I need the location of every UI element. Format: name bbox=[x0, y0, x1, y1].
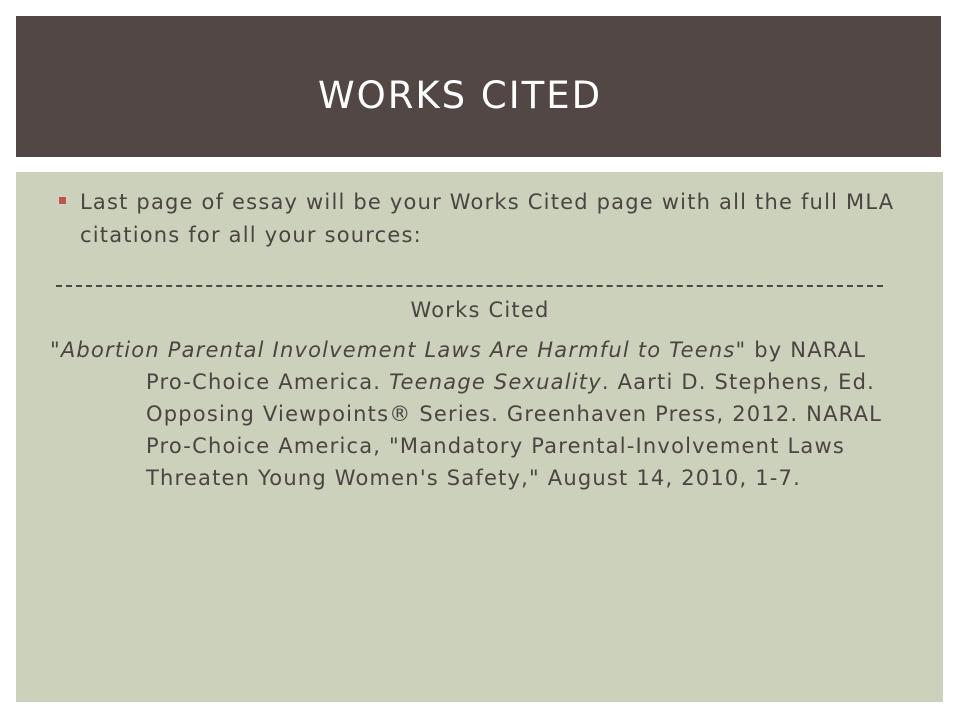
works-cited-heading: Works Cited bbox=[410, 298, 550, 322]
citation-open-quote: " bbox=[50, 338, 61, 362]
citation-part-1: " by NARAL Pro-Choice America. bbox=[146, 338, 867, 394]
bullet-text: Last page of essay will be your Works Cited page with all the full MLA citations for all your sources: bbox=[80, 190, 895, 247]
citation-part-2: . Aarti D. Stephens, Ed. Opposing Viewpoints® Series. Greenhaven Press, 2012. NARAL Pro-Choice America, "Mandatory Parental-Involvement Laws Threaten Young Women's Safety," August 14, 2010, 1-7. bbox=[146, 370, 883, 490]
citation-article-title: Abortion Parental Involvement Laws Are Harmful to Teens bbox=[60, 338, 736, 362]
citation-entry bbox=[50, 334, 916, 494]
square-bullet-icon bbox=[58, 196, 67, 205]
slide-title: WORKS CITED bbox=[318, 74, 603, 117]
citation-book-title: Teenage Sexuality bbox=[389, 370, 602, 394]
dashed-divider bbox=[56, 285, 883, 287]
